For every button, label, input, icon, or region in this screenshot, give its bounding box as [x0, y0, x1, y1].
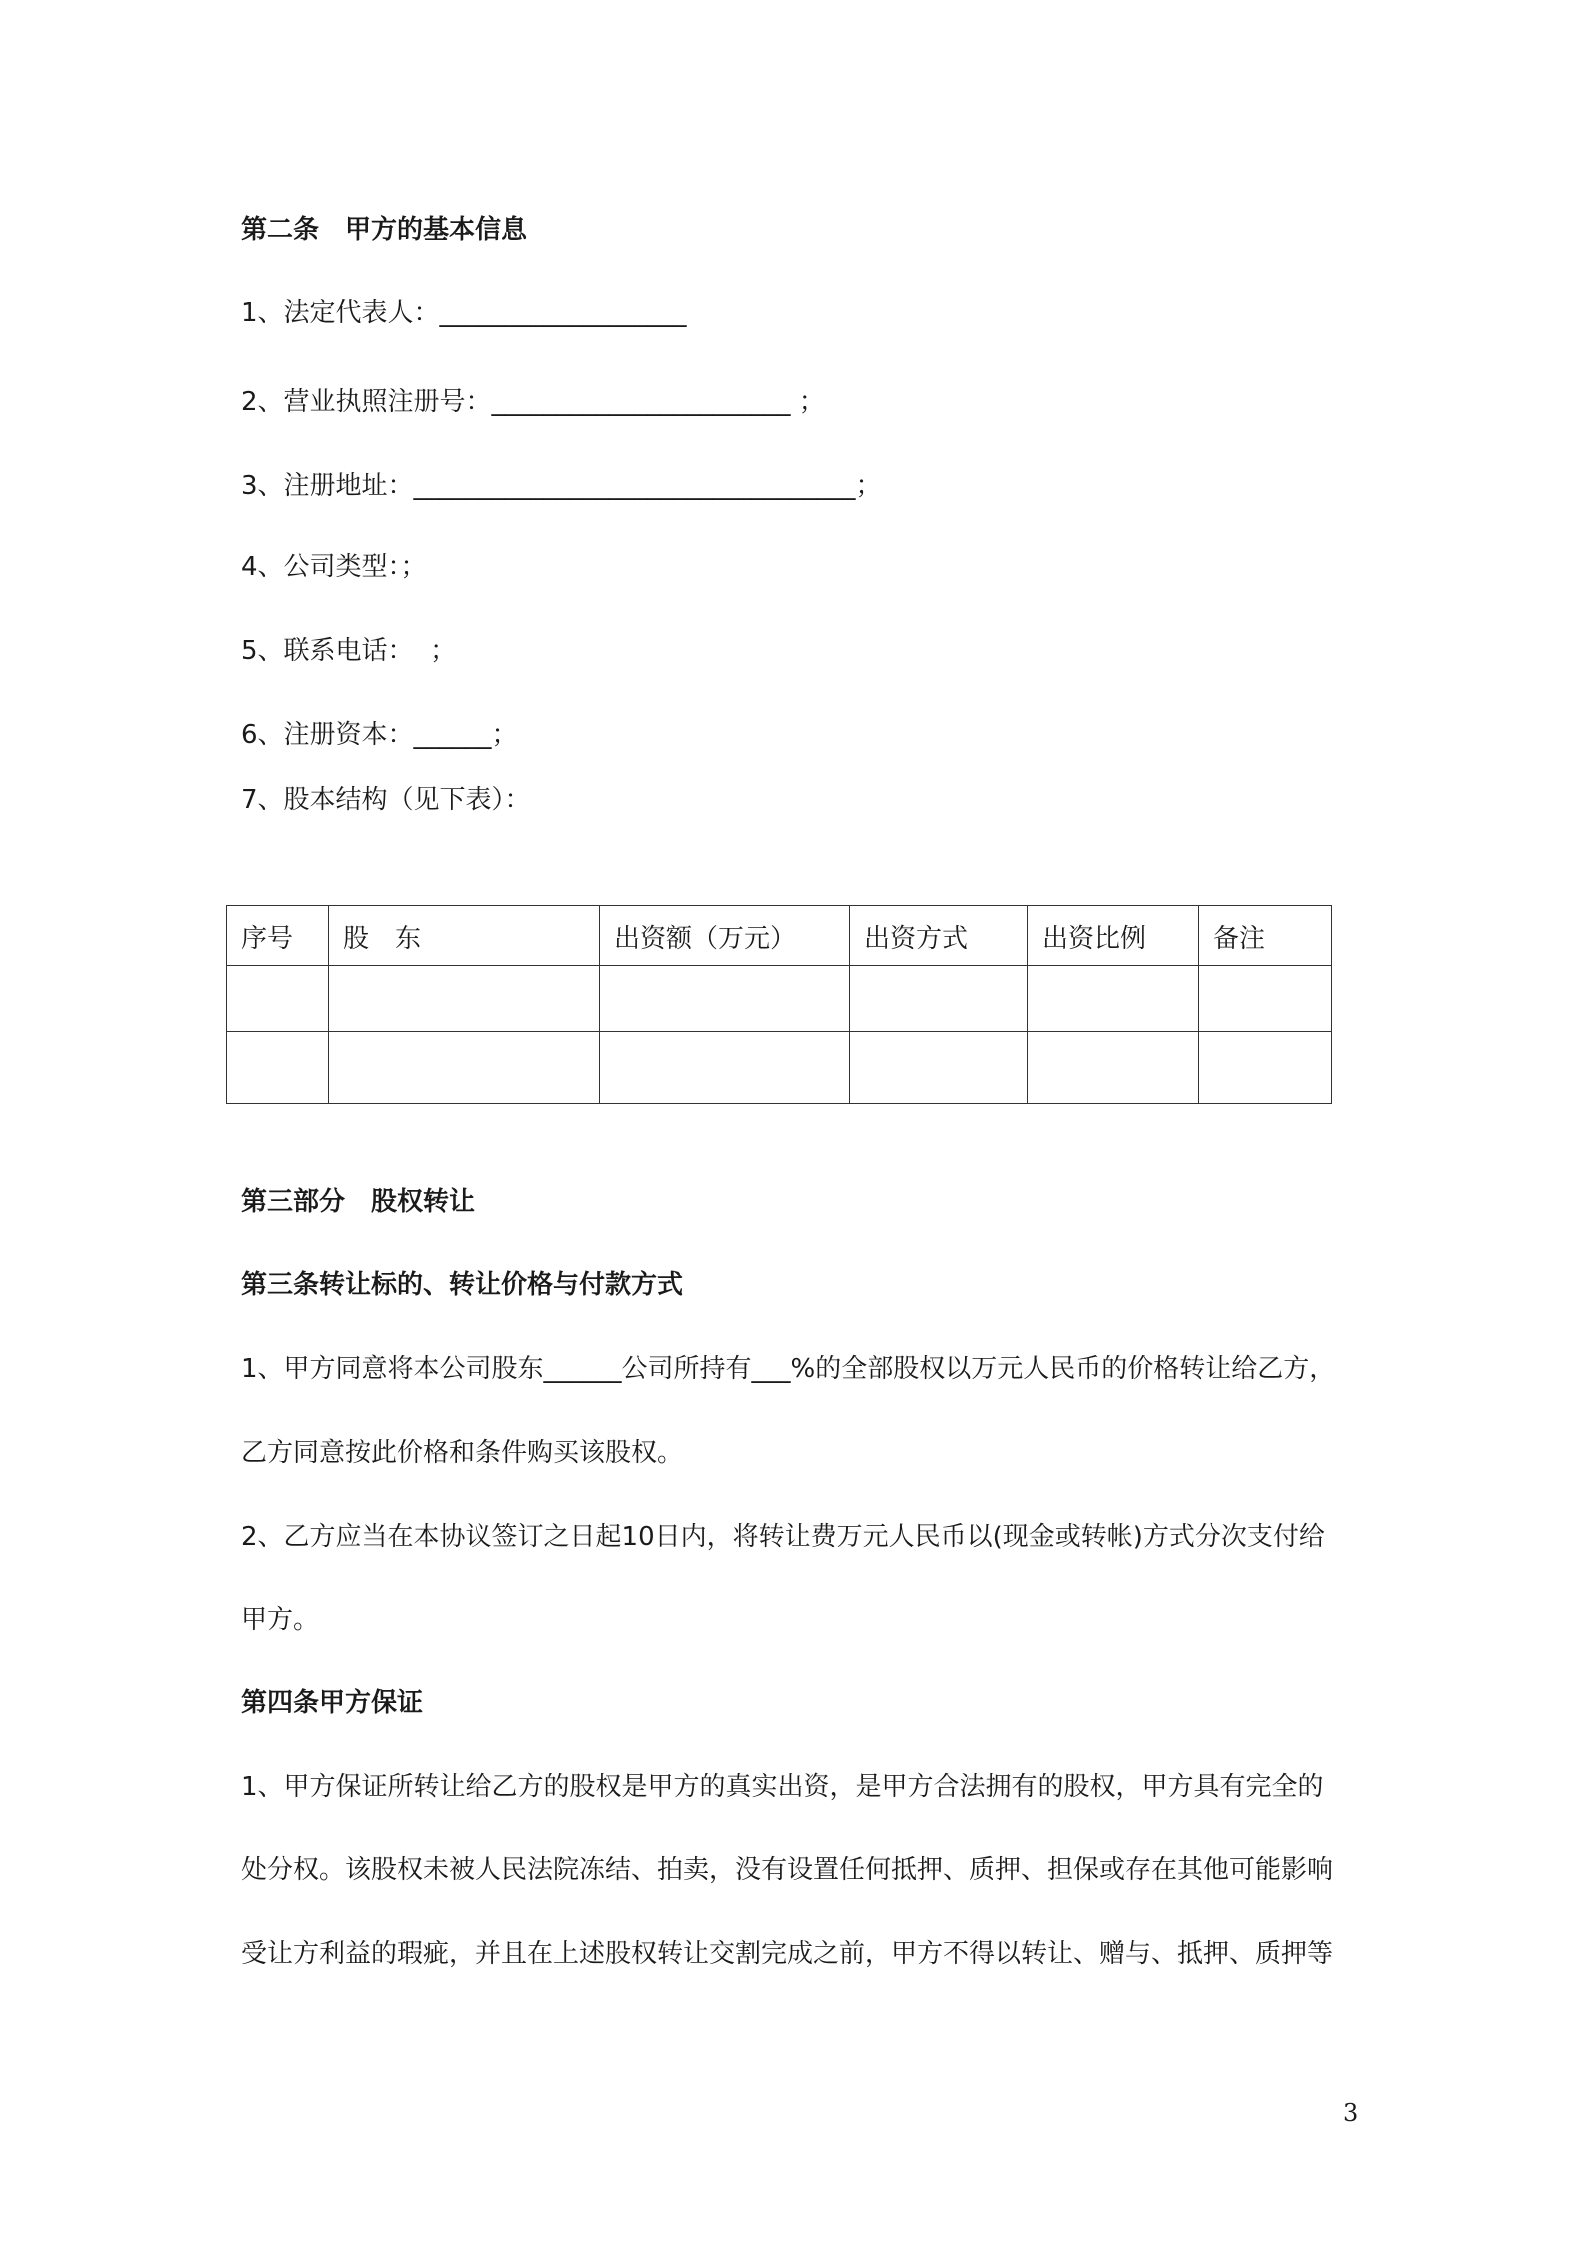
article-3-paragraph-line: 乙方同意按此价格和条件购买该股权。: [241, 1438, 684, 1468]
table-header-row: [227, 906, 1332, 966]
table-cell: [227, 966, 329, 1032]
header-contribution-method: 出资方式: [850, 906, 1028, 966]
shareholder-table: [226, 905, 1332, 1104]
article-4-paragraph-line: 1、甲方保证所转让给乙方的股权是甲方的真实出资，是甲方合法拥有的股权，甲方具有完全的: [241, 1772, 1324, 1802]
table-cell: [850, 1032, 1028, 1104]
header-remarks: 备注: [1199, 906, 1332, 966]
table-cell: [1199, 966, 1332, 1032]
article-3-paragraph-line: 1、甲方同意将本公司股东______公司所持有___%的全部股权以万元人民币的价格转让给乙方，: [241, 1354, 1336, 1384]
table-row: [227, 966, 1332, 1032]
header-contribution-ratio: 出资比例: [1028, 906, 1199, 966]
field-share-structure: 7、股本结构（见下表）：: [241, 785, 531, 815]
field-company-type: 4、公司类型：；: [241, 552, 427, 582]
article-3-paragraph-line: 甲方。: [241, 1605, 320, 1635]
article-4-paragraph-line: 受让方利益的瑕疵，并且在上述股权转让交割完成之前，甲方不得以转让、赠与、抵押、质押等: [241, 1939, 1334, 1969]
field-legal-representative: 1、法定代表人：___________________: [241, 298, 687, 328]
field-registered-address: 3、注册地址：__________________________________；: [241, 471, 882, 501]
field-business-license-number: 2、营业执照注册号：_______________________ ；: [241, 387, 825, 417]
field-registered-capital: 6、注册资本：______；: [241, 720, 518, 750]
article-3-heading: 第三条转让标的、转让价格与付款方式: [241, 1270, 684, 1300]
article-4-paragraph-line: 处分权。该股权未被人民法院冻结、拍卖，没有设置任何抵押、质押、担保或存在其他可能影响: [241, 1855, 1334, 1885]
table-cell: [850, 966, 1028, 1032]
header-index: 序号: [227, 906, 329, 966]
page-number: 3: [1343, 2099, 1359, 2127]
table-cell: [329, 966, 600, 1032]
table-cell: [600, 1032, 850, 1104]
article-2-heading: 第二条 甲方的基本信息: [241, 215, 528, 245]
table-cell: [1028, 966, 1199, 1032]
table-cell: [1199, 1032, 1332, 1104]
field-contact-phone: 5、联系电话： ；: [241, 636, 457, 666]
part-3-heading: 第三部分 股权转让: [241, 1187, 476, 1217]
header-shareholder: 股 东: [329, 906, 600, 966]
article-3-paragraph-line: 2、乙方应当在本协议签订之日起10日内，将转让费万元人民币以(现金或转帐)方式分次支付给: [241, 1522, 1325, 1552]
table-cell: [1028, 1032, 1199, 1104]
header-capital-amount: 出资额（万元）: [600, 906, 850, 966]
article-4-heading: 第四条甲方保证: [241, 1688, 424, 1718]
table-cell: [600, 966, 850, 1032]
table-row: [227, 1032, 1332, 1104]
table-cell: [329, 1032, 600, 1104]
shareholder-table-container: [226, 905, 1332, 1104]
table-cell: [227, 1032, 329, 1104]
